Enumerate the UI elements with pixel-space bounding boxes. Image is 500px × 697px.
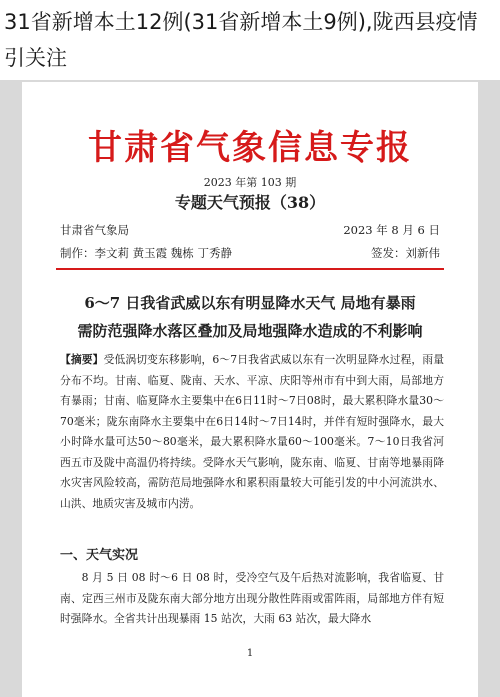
- abstract-text: 受低涡切变东移影响，6～7日我省武威以东有一次明显降水过程，雨量分布不均。甘南、临夏、陇南、天水、平凉、庆阳等州市有中到大雨，局部地方有暴雨；甘南、临夏降水主要集中在6日11时～7日08时，最大累积降水量30～70毫米；陇东南降水主要集中在6日14时～7日14时，并伴有短时强降水，最大小时降水量可达50～80毫米，最大累积降水量60～100毫米。7～10日我省河西五市及陇中高温仍将持续。受降水天气影响，陇东南、临夏、甘南等地暴雨降水灾害风险较高，需防范局地强降水和累积雨量较大可能引发的中小河流洪水、山洪、地质灾害及城市内涝。: [60, 353, 445, 510]
- section-heading: 一、天气实况: [60, 548, 139, 563]
- body-paragraph: 8 月 5 日 08 时～6 日 08 时，受冷空气及午后热对流影响，我省临夏、甘南、定西三州市及陇东南大部分地方出现分散性阵雨或雷阵雨，局部地方伴有短时强降水。全省共计出现暴雨 15 站次，大雨 63 站次，最大降水: [60, 571, 444, 625]
- main-heading-line2: 需防范强降水落区叠加及局地强降水造成的不利影响: [77, 322, 423, 340]
- issuer: 甘肃省气象局: [60, 223, 129, 237]
- page-number: 1: [246, 648, 254, 659]
- signer: 签发：刘新伟: [371, 246, 440, 260]
- abstract-tag: 【摘要】: [60, 353, 104, 366]
- main-heading-line1: 6～7 日我省武威以东有明显降水天气 局地有暴雨: [84, 294, 416, 312]
- article-headline: 31省新增本土12例(31省新增本土9例),陇西县疫情引关注: [0, 0, 500, 80]
- bulletin-masthead: 甘肃省气象信息专报: [88, 128, 412, 168]
- issue-date: 2023 年 8 月 6 日: [343, 223, 440, 237]
- abstract-paragraph: [60, 350, 444, 514]
- producer-row: [60, 245, 440, 261]
- document-title: 专题天气预报（38）: [174, 193, 326, 212]
- producers: 制作：李文莉 黄玉霞 魏栋 丁秀静: [60, 246, 232, 260]
- issuer-row: [60, 222, 440, 238]
- red-divider: [56, 268, 444, 270]
- document-page: [22, 82, 478, 697]
- issue-number: 2023 年第 103 期: [203, 176, 297, 189]
